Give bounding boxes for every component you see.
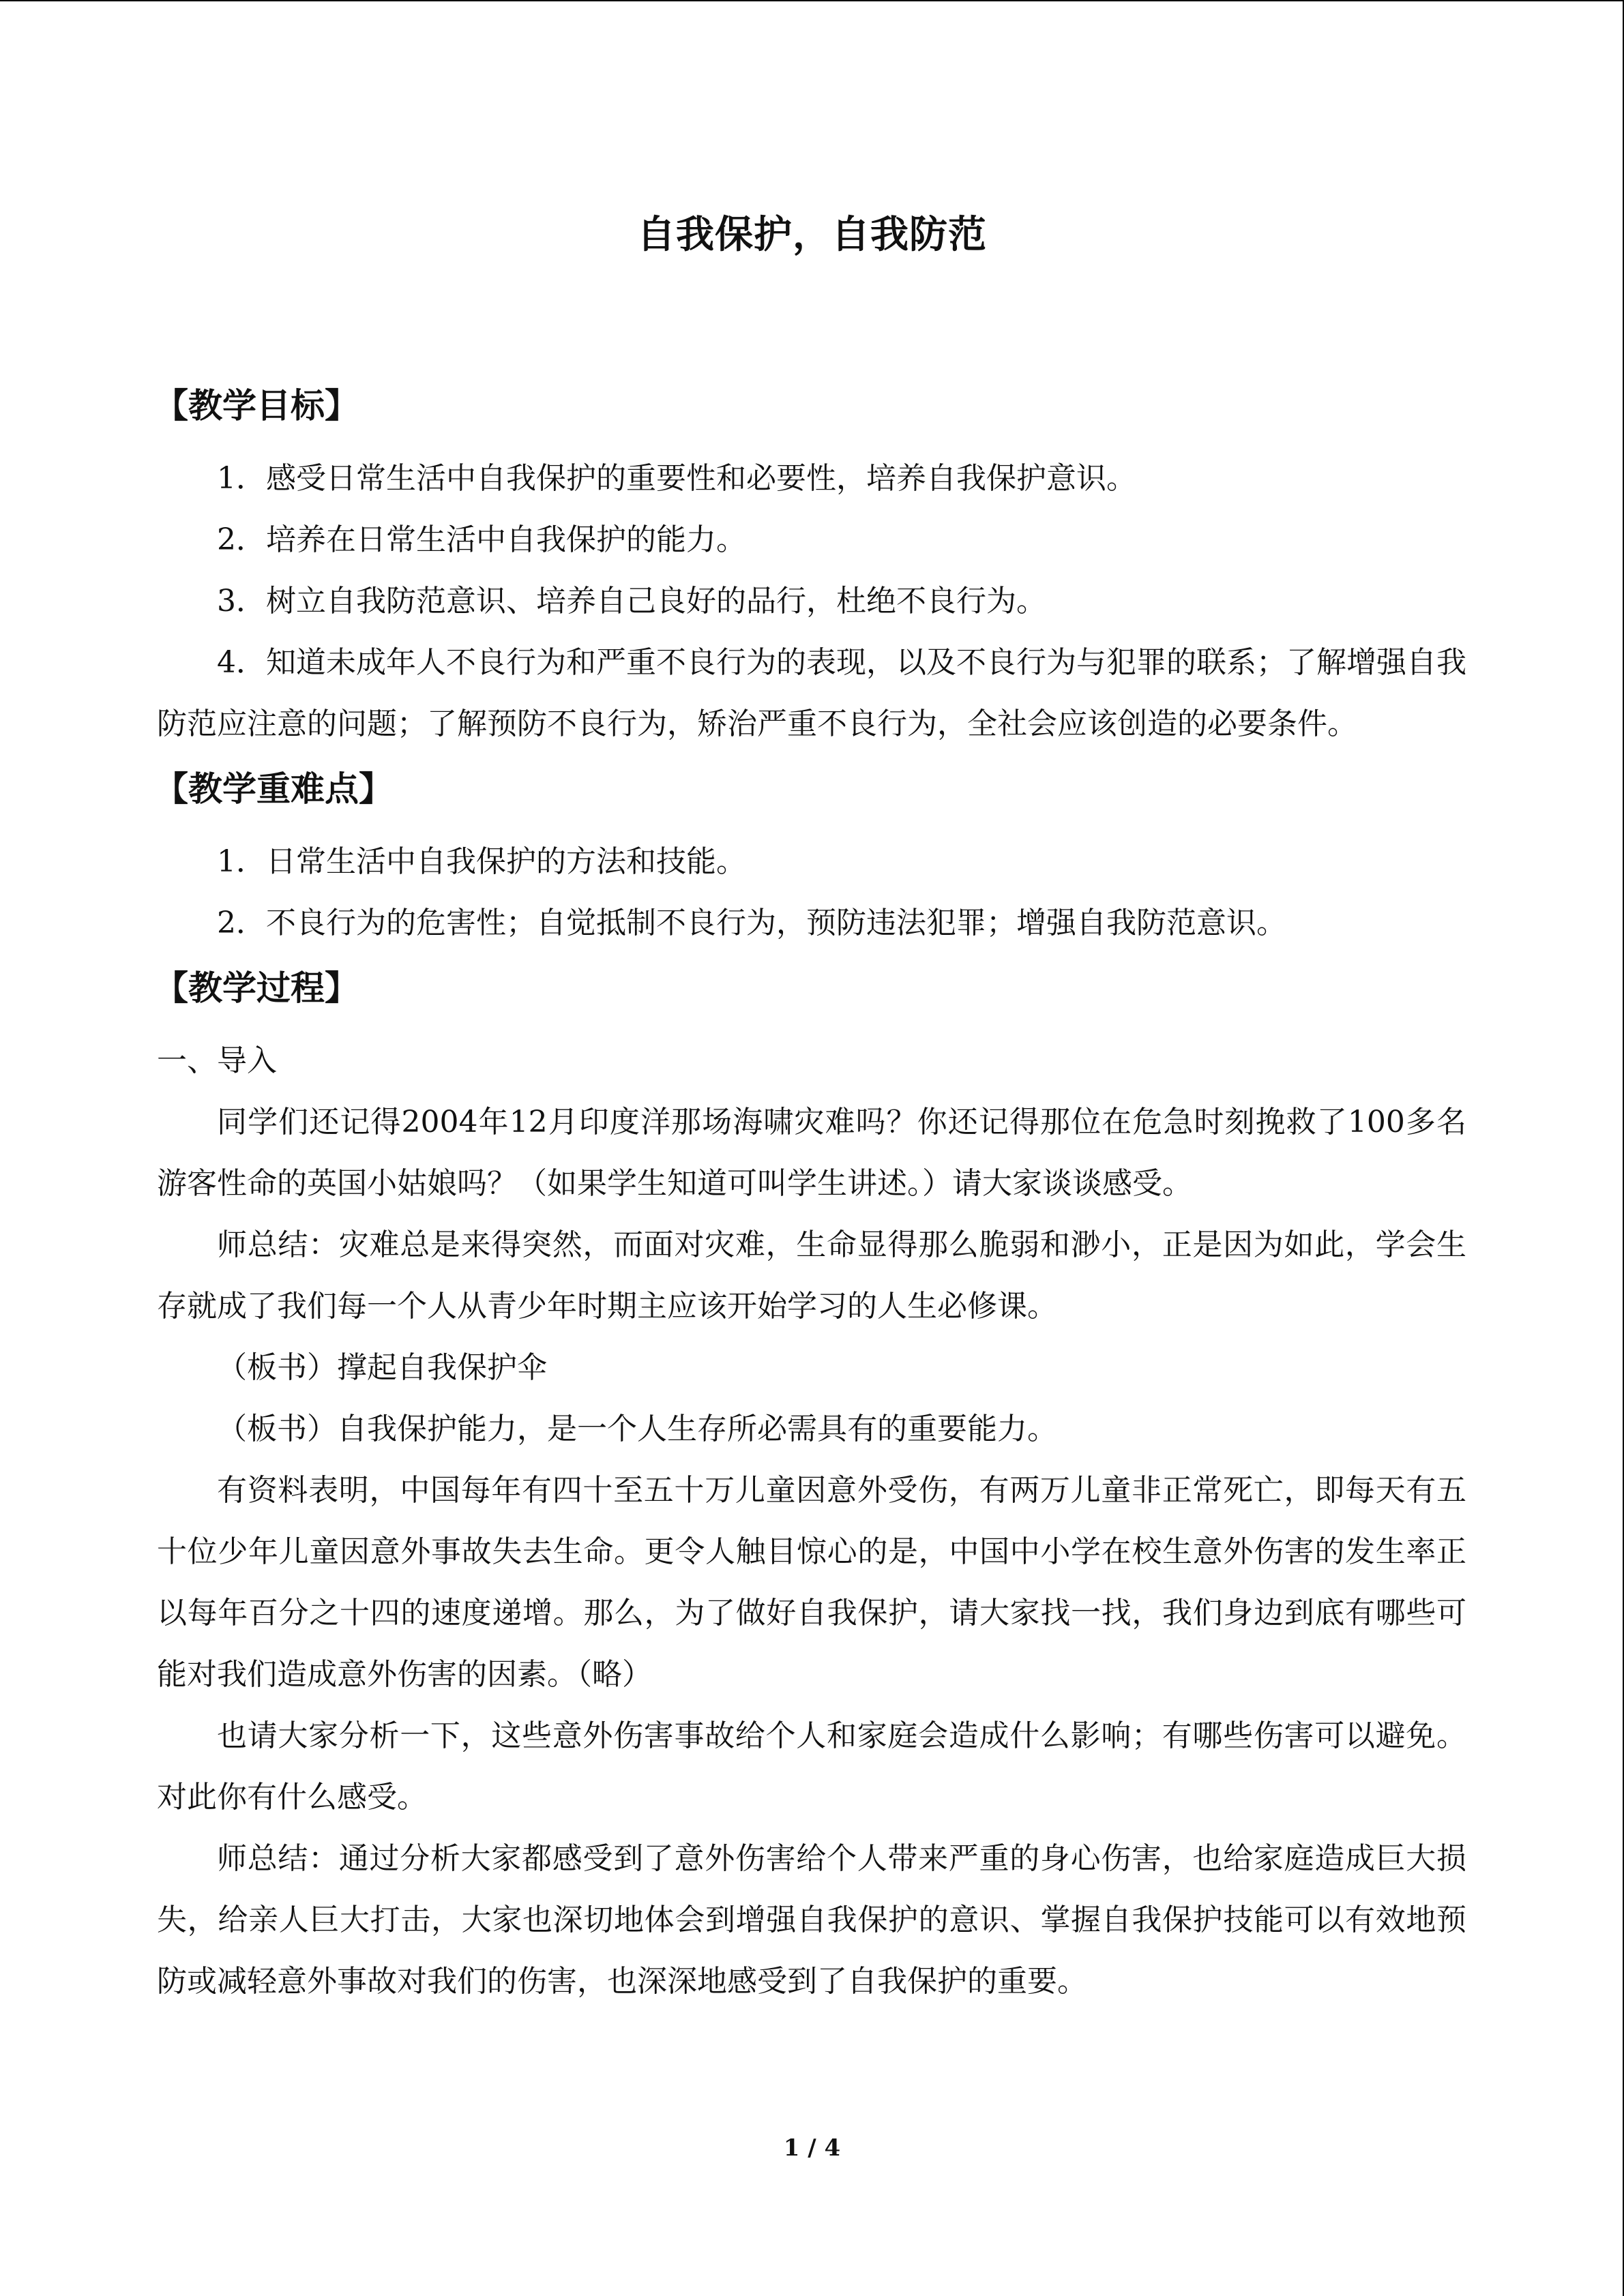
page-border-top [0,0,1624,1]
process-paragraph: 同学们还记得2004年12月印度洋那场海啸灾难吗？你还记得那位在危急时刻挽救了100多名游客性命的英国小姑娘吗？（如果学生知道可叫学生讲述。）请大家谈谈感受。 [157,1105,1466,1201]
document-title: 自我保护，自我防范 [637,213,987,257]
keypoint-item: 2．不良行为的危害性；自觉抵制不良行为，预防违法犯罪；增强自我防范意识。 [217,906,1286,940]
process-paragraph: 师总结：通过分析大家都感受到了意外伤害给个人带来严重的身心伤害，也给家庭造成巨大损失，给亲人巨大打击，大家也深切地体会到增强自我保护的意识、掌握自我保护技能可以有效地预防或减轻意外事故对我们的伤害，也深深地感受到了自我保护的重要。 [157,1841,1466,1999]
keypoint-item: 1．日常生活中自我保护的方法和技能。 [217,844,746,879]
page-number: 1 / 4 [783,2134,841,2162]
process-paragraph: （板书）撑起自我保护伞 [217,1350,547,1385]
process-paragraph: 师总结：灾难总是来得突然，而面对灾难，生命显得那么脆弱和渺小，正是因为如此，学会生存就成了我们每一个人从青少年时期主应该开始学习的人生必修课。 [157,1227,1466,1324]
goal-item: 3．树立自我防范意识、培养自己良好的品行，杜绝不良行为。 [217,584,1046,618]
goal-item: 1．感受日常生活中自我保护的重要性和必要性，培养自我保护意识。 [217,461,1136,496]
section-heading-goals: 【教学目标】 [154,386,359,426]
section-heading-process: 【教学过程】 [154,968,359,1008]
process-paragraph: 有资料表明，中国每年有四十至五十万儿童因意外受伤，有两万儿童非正常死亡，即每天有五十位少年儿童因意外事故失去生命。更令人触目惊心的是，中国中小学在校生意外伤害的发生率正以每年百分之十四的速度递增。那么，为了做好自我保护，请大家找一找，我们身边到底有哪些可能对我们造成意外伤害的因素。（略） [157,1473,1466,1692]
goal-item: 4．知道未成年人不良行为和严重不良行为的表现，以及不良行为与犯罪的联系；了解增强自我防范应注意的问题；了解预防不良行为，矫治严重不良行为，全社会应该创造的必要条件。 [157,645,1466,741]
goal-item: 2．培养在日常生活中自我保护的能力。 [217,522,746,557]
process-paragraph: 也请大家分析一下，这些意外伤害事故给个人和家庭会造成什么影响；有哪些伤害可以避免。对此你有什么感受。 [157,1718,1466,1815]
document-body [154,372,1466,2012]
section-heading-keypoints: 【教学重难点】 [154,769,393,809]
process-paragraph: （板书）自我保护能力，是一个人生存所必需具有的重要能力。 [217,1412,1057,1446]
process-subheading: 一、导入 [157,1043,277,1078]
